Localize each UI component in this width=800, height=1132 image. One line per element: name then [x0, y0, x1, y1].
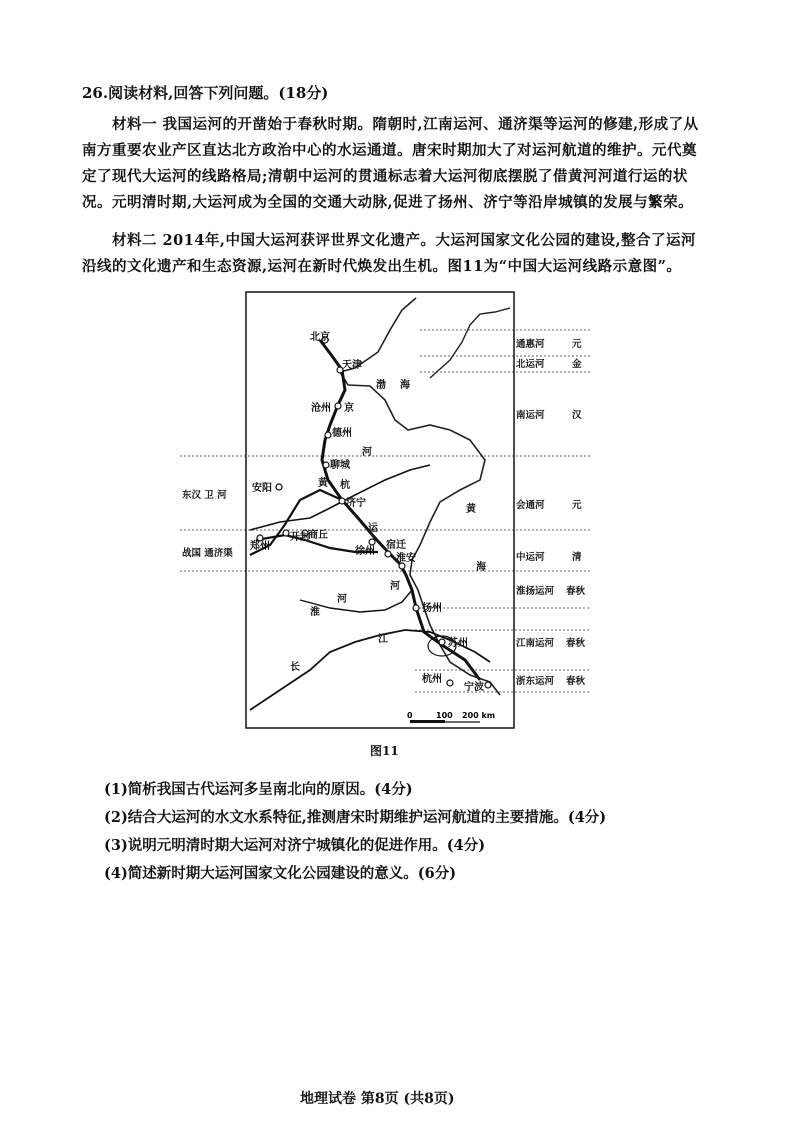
city-label: 宁波 — [464, 682, 484, 693]
city-marker-suqian — [385, 551, 391, 557]
sub-question-1: (1)简析我国古代运河多呈南北向的原因。(4分) — [104, 781, 413, 798]
city-marker-liaocheng — [323, 462, 329, 468]
city-marker-hangzhou — [447, 680, 453, 686]
segment-left-label: 东汉 卫 河 — [182, 490, 227, 501]
city-label: 苏州 — [448, 638, 468, 649]
segment-left-label: 战国 通济渠 — [182, 548, 233, 559]
grand-canal-line — [320, 340, 480, 680]
water-label: 黄 — [466, 504, 476, 515]
city-label: 杭州 — [422, 674, 442, 685]
segment-name: 北运河 — [516, 359, 545, 370]
city-label: 天津 — [342, 360, 362, 371]
water-label: 海 — [400, 380, 410, 391]
coastline — [340, 298, 500, 695]
water-label: 江 — [378, 634, 388, 645]
liaodong-coast — [430, 308, 510, 378]
water-label: 长 — [290, 662, 300, 673]
segment-name: 通惠河 — [516, 339, 545, 350]
segment-period: 清 — [572, 552, 582, 563]
city-label: 济宁 — [346, 498, 366, 509]
city-label: 沧州 — [311, 403, 331, 414]
segment-name: 会通河 — [516, 500, 545, 511]
city-marker-kaifeng — [283, 530, 289, 536]
water-label: 京 — [344, 403, 354, 414]
city-marker-cangzhou — [335, 403, 341, 409]
water-label: 河 — [337, 594, 347, 605]
city-label: 商丘 — [308, 530, 328, 541]
city-marker-yangzhou — [413, 605, 419, 611]
city-label: 郑州 — [250, 541, 270, 552]
water-label: 运 — [368, 523, 378, 534]
segment-name: 中运河 — [516, 552, 545, 563]
sub-question-4: (4)简述新时期大运河国家文化公园建设的意义。(6分) — [104, 865, 457, 882]
water-label: 海 — [476, 562, 486, 573]
scale-label: 0 — [407, 711, 413, 720]
segment-period: 春秋 — [566, 586, 586, 597]
segment-period: 元 — [572, 339, 582, 350]
city-marker-anyang — [276, 484, 282, 490]
segment-period: 春秋 — [566, 676, 586, 687]
material-2: 材料二 2014年,中国大运河获评世界文化遗产。大运河国家文化公园的建设,整合了运河沿线的文化遗产和生态资源,运河在新时代焕发出生机。图11为“中国大运河线路示意图”。 — [82, 232, 696, 275]
city-label: 北京 — [310, 332, 330, 343]
segment-name: 淮扬运河 — [516, 586, 555, 597]
scale-bar — [407, 711, 495, 723]
water-label: 黄 — [318, 478, 328, 489]
water-label: 渤 — [376, 380, 386, 391]
segment-period: 金 — [572, 359, 582, 370]
water-label: 淮 — [310, 607, 320, 618]
city-label: 扬州 — [422, 603, 442, 614]
city-marker-suzhou — [439, 639, 445, 645]
water-label: 杭 — [340, 480, 350, 491]
city-marker-jining — [339, 498, 345, 504]
segment-period: 春秋 — [566, 638, 586, 649]
sub-question-2: (2)结合大运河的水文水系特征,推测唐宋时期维护运河航道的主要措施。(4分) — [104, 809, 607, 826]
city-label: 聊城 — [330, 460, 350, 471]
sub-question-3: (3)说明元明清时期大运河对济宁城镇化的促进作用。(4分) — [104, 837, 486, 854]
segment-period: 元 — [572, 500, 582, 511]
water-label: 河 — [390, 581, 400, 592]
city-marker-xuzhou — [369, 539, 375, 545]
city-label: 开封 — [290, 532, 310, 543]
city-label: 徐州 — [355, 546, 375, 557]
scale-label: 200 km — [462, 711, 496, 720]
city-label: 德州 — [332, 428, 352, 439]
segment-name: 浙东运河 — [516, 676, 555, 687]
segment-name: 江南运河 — [516, 638, 555, 649]
city-label: 淮安 — [396, 553, 416, 564]
city-marker-dezhou — [325, 432, 331, 438]
city-marker-ningbo — [485, 682, 491, 688]
segment-name: 南运河 — [516, 410, 545, 421]
grand-canal-map — [180, 290, 600, 735]
material-1: 材料一 我国运河的开凿始于春秋时期。隋朝时,江南运河、通济渠等运河的修建,形成了从南方重要农业产区直达北方政治中心的水运通道。唐宋时期加大了对运河航道的维护。元代奠定了现代大运河的线路格局;清朝中运河的贯通标志着大运河彻底摆脱了借黄河河道行运的状况。元明清时期,大运河成为全国的交通大动脉,促进了扬州、济宁等沿岸城镇的发展与繁荣。 — [82, 116, 699, 211]
question-title: 26.阅读材料,回答下列问题。(18分) — [82, 84, 329, 102]
page-footer: 地理试卷 第8页 (共8页) — [300, 1091, 455, 1107]
segment-period: 汉 — [572, 410, 582, 421]
water-label: 河 — [362, 447, 372, 458]
city-label: 宿迁 — [386, 540, 406, 551]
figure-caption: 图11 — [370, 744, 399, 758]
city-label: 安阳 — [252, 483, 272, 494]
scale-label: 100 — [436, 711, 453, 720]
